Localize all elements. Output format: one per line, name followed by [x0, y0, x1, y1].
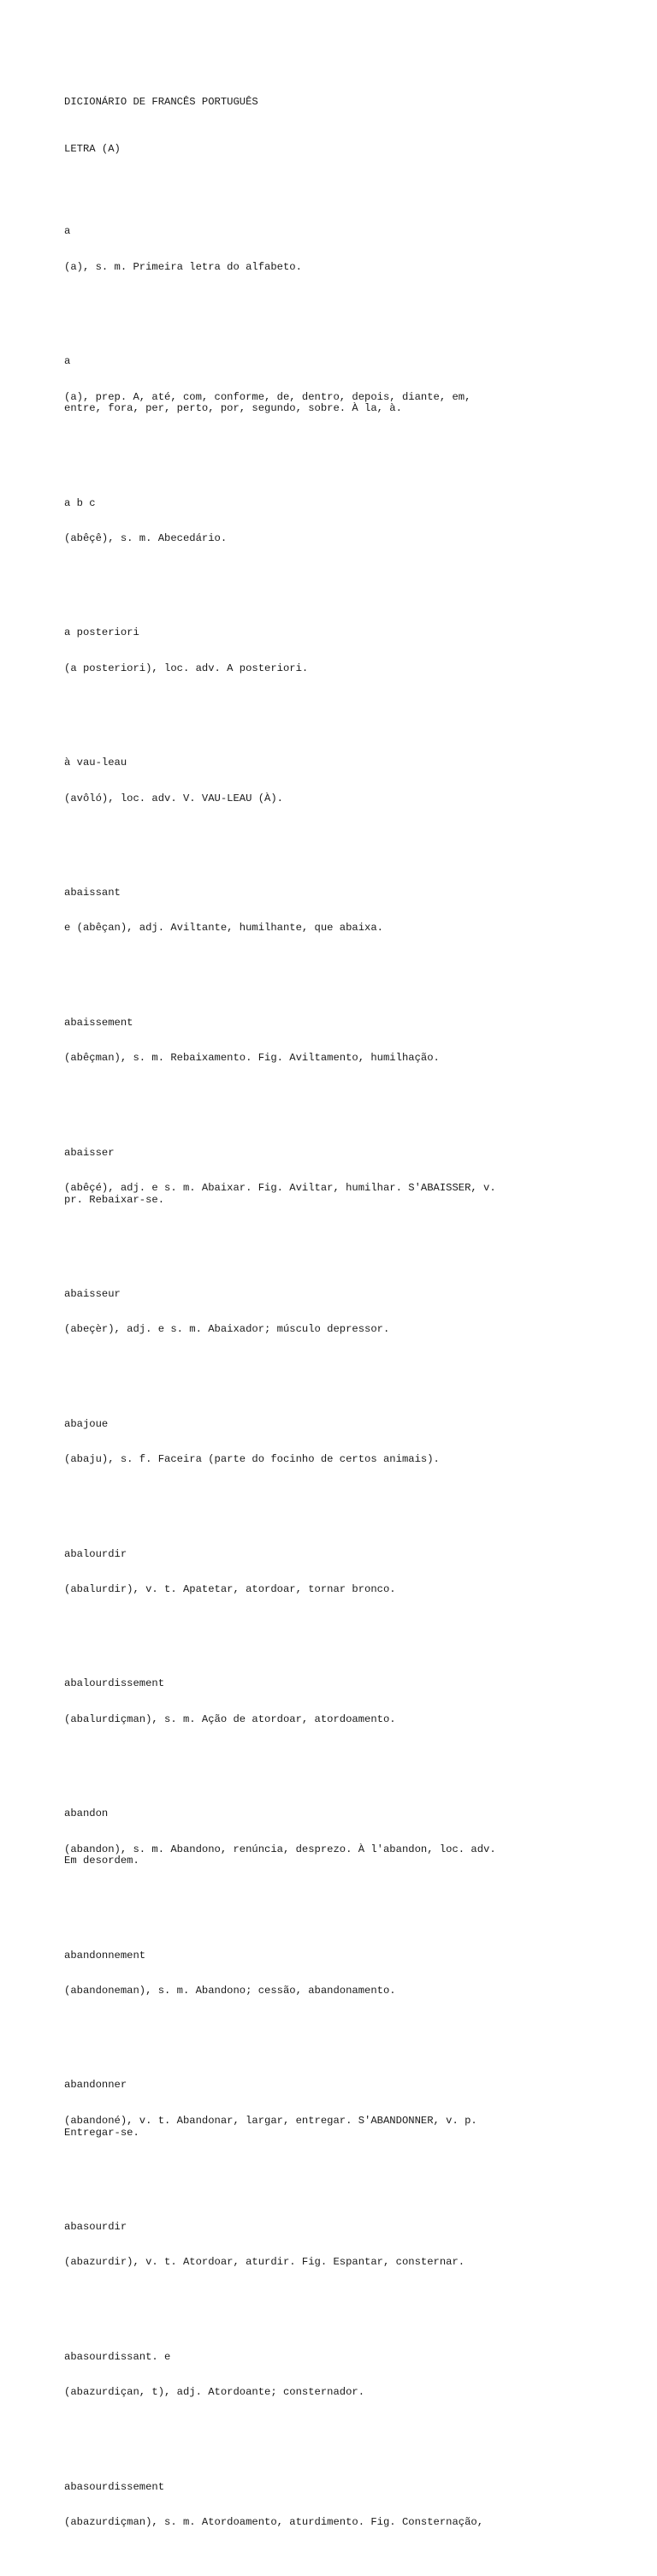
dictionary-entry [64, 604, 612, 698]
document-title: DICIONÁRIO DE FRANCÊS PORTUGUÊS [64, 95, 258, 108]
entry-headword: abajoue [64, 1417, 109, 1430]
entry-definition: (abalurdir), v. t. Apatetar, atordoar, tornar bronco. [64, 1583, 396, 1595]
dictionary-entry [64, 1525, 612, 1619]
dictionary-entry [64, 1926, 612, 2021]
dictionary-entry [64, 474, 612, 568]
dictionary-entry [64, 2458, 612, 2552]
entry-definition: e (abêçan), adj. Aviltante, humilhante, que abaixa. [64, 922, 383, 935]
entry-definition: (a posteriori), loc. adv. A posteriori. [64, 662, 309, 674]
dictionary-entry [64, 203, 612, 297]
entry-definition: (abazurdiçman), s. m. Atordoamento, aturdimento. Fig. Consternação, [64, 2515, 484, 2528]
entry-definition: (abaju), s. f. Faceira (parte do focinho de certos animais). [64, 1453, 440, 1466]
dictionary-entry [64, 864, 612, 958]
dictionary-entry [64, 2328, 612, 2422]
dictionary-entry [64, 333, 612, 439]
dictionary-entry [64, 2198, 612, 2292]
entry-headword: abaisser [64, 1146, 115, 1159]
entry-headword: a posteriori [64, 626, 139, 639]
letter-heading: LETRA (A) [64, 142, 121, 155]
entry-headword: abaissement [64, 1016, 133, 1029]
entry-definition: (abêçman), s. m. Rebaixamento. Fig. Aviltamento, humilhação. [64, 1052, 440, 1065]
entry-headword: abalourdissement [64, 1677, 165, 1690]
entry-definition: (abêçé), adj. e s. m. Abaixar. Fig. Aviltar, humilhar. S'ABAISSER, v. pr. Rebaixar-se. [64, 1181, 496, 1206]
entry-definition: (abalurdiçman), s. m. Ação de atordoar, atordoamento. [64, 1712, 396, 1725]
entry-definition: (abandoné), v. t. Abandonar, largar, entregar. S'ABANDONNER, v. p. Entregar-se. [64, 2114, 477, 2139]
dictionary-entry [64, 2057, 612, 2163]
entry-headword: a [64, 355, 71, 368]
entry-headword: a b c [64, 496, 96, 509]
entry-headword: abasourdissant. e [64, 2350, 171, 2363]
entry-headword: abaisseur [64, 1288, 121, 1301]
entry-headword: abandon [64, 1807, 109, 1820]
entry-headword: abandonner [64, 2079, 127, 2092]
dictionary-entry [64, 1124, 612, 1230]
entry-definition: (abêçê), s. m. Abecedário. [64, 532, 228, 545]
entry-definition: (abandoneman), s. m. Abandono; cessão, abandonamento. [64, 1985, 396, 1997]
entry-headword: abalourdir [64, 1547, 127, 1560]
entry-headword: abaissant [64, 886, 121, 899]
dictionary-entry [64, 1265, 612, 1359]
entry-definition: (a), s. m. Primeira letra do alfabeto. [64, 260, 302, 273]
entry-definition: (abandon), s. m. Abandono, renúncia, desprezo. À l'abandon, loc. adv. Em desordem. [64, 1843, 496, 1867]
entry-definition: (avôló), loc. adv. V. VAU-LEAU (À). [64, 792, 283, 804]
entry-definition: (abazurdiçan, t), adj. Atordoante; consternador. [64, 2386, 365, 2399]
entry-headword: a [64, 225, 71, 238]
dictionary-page [64, 73, 612, 2576]
entry-definition: (abazurdir), v. t. Atordoar, aturdir. Fig. Espantar, consternar. [64, 2256, 465, 2269]
dictionary-entry [64, 1655, 612, 1749]
entry-headword: à vau-leau [64, 757, 127, 769]
dictionary-entry [64, 734, 612, 828]
entry-headword: abasourdissement [64, 2480, 165, 2493]
dictionary-entry [64, 994, 612, 1088]
dictionary-entry [64, 1395, 612, 1489]
entry-definition: (a), prep. A, até, com, conforme, de, dentro, depois, diante, em, entre, fora, per, perto, por, segundo, sobre. À la, à. [64, 390, 471, 415]
entry-headword: abandonnement [64, 1949, 146, 1962]
entry-headword: abasourdir [64, 2221, 127, 2234]
dictionary-entry [64, 1785, 612, 1891]
entry-definition: (abeçèr), adj. e s. m. Abaixador; músculo depressor. [64, 1323, 390, 1336]
